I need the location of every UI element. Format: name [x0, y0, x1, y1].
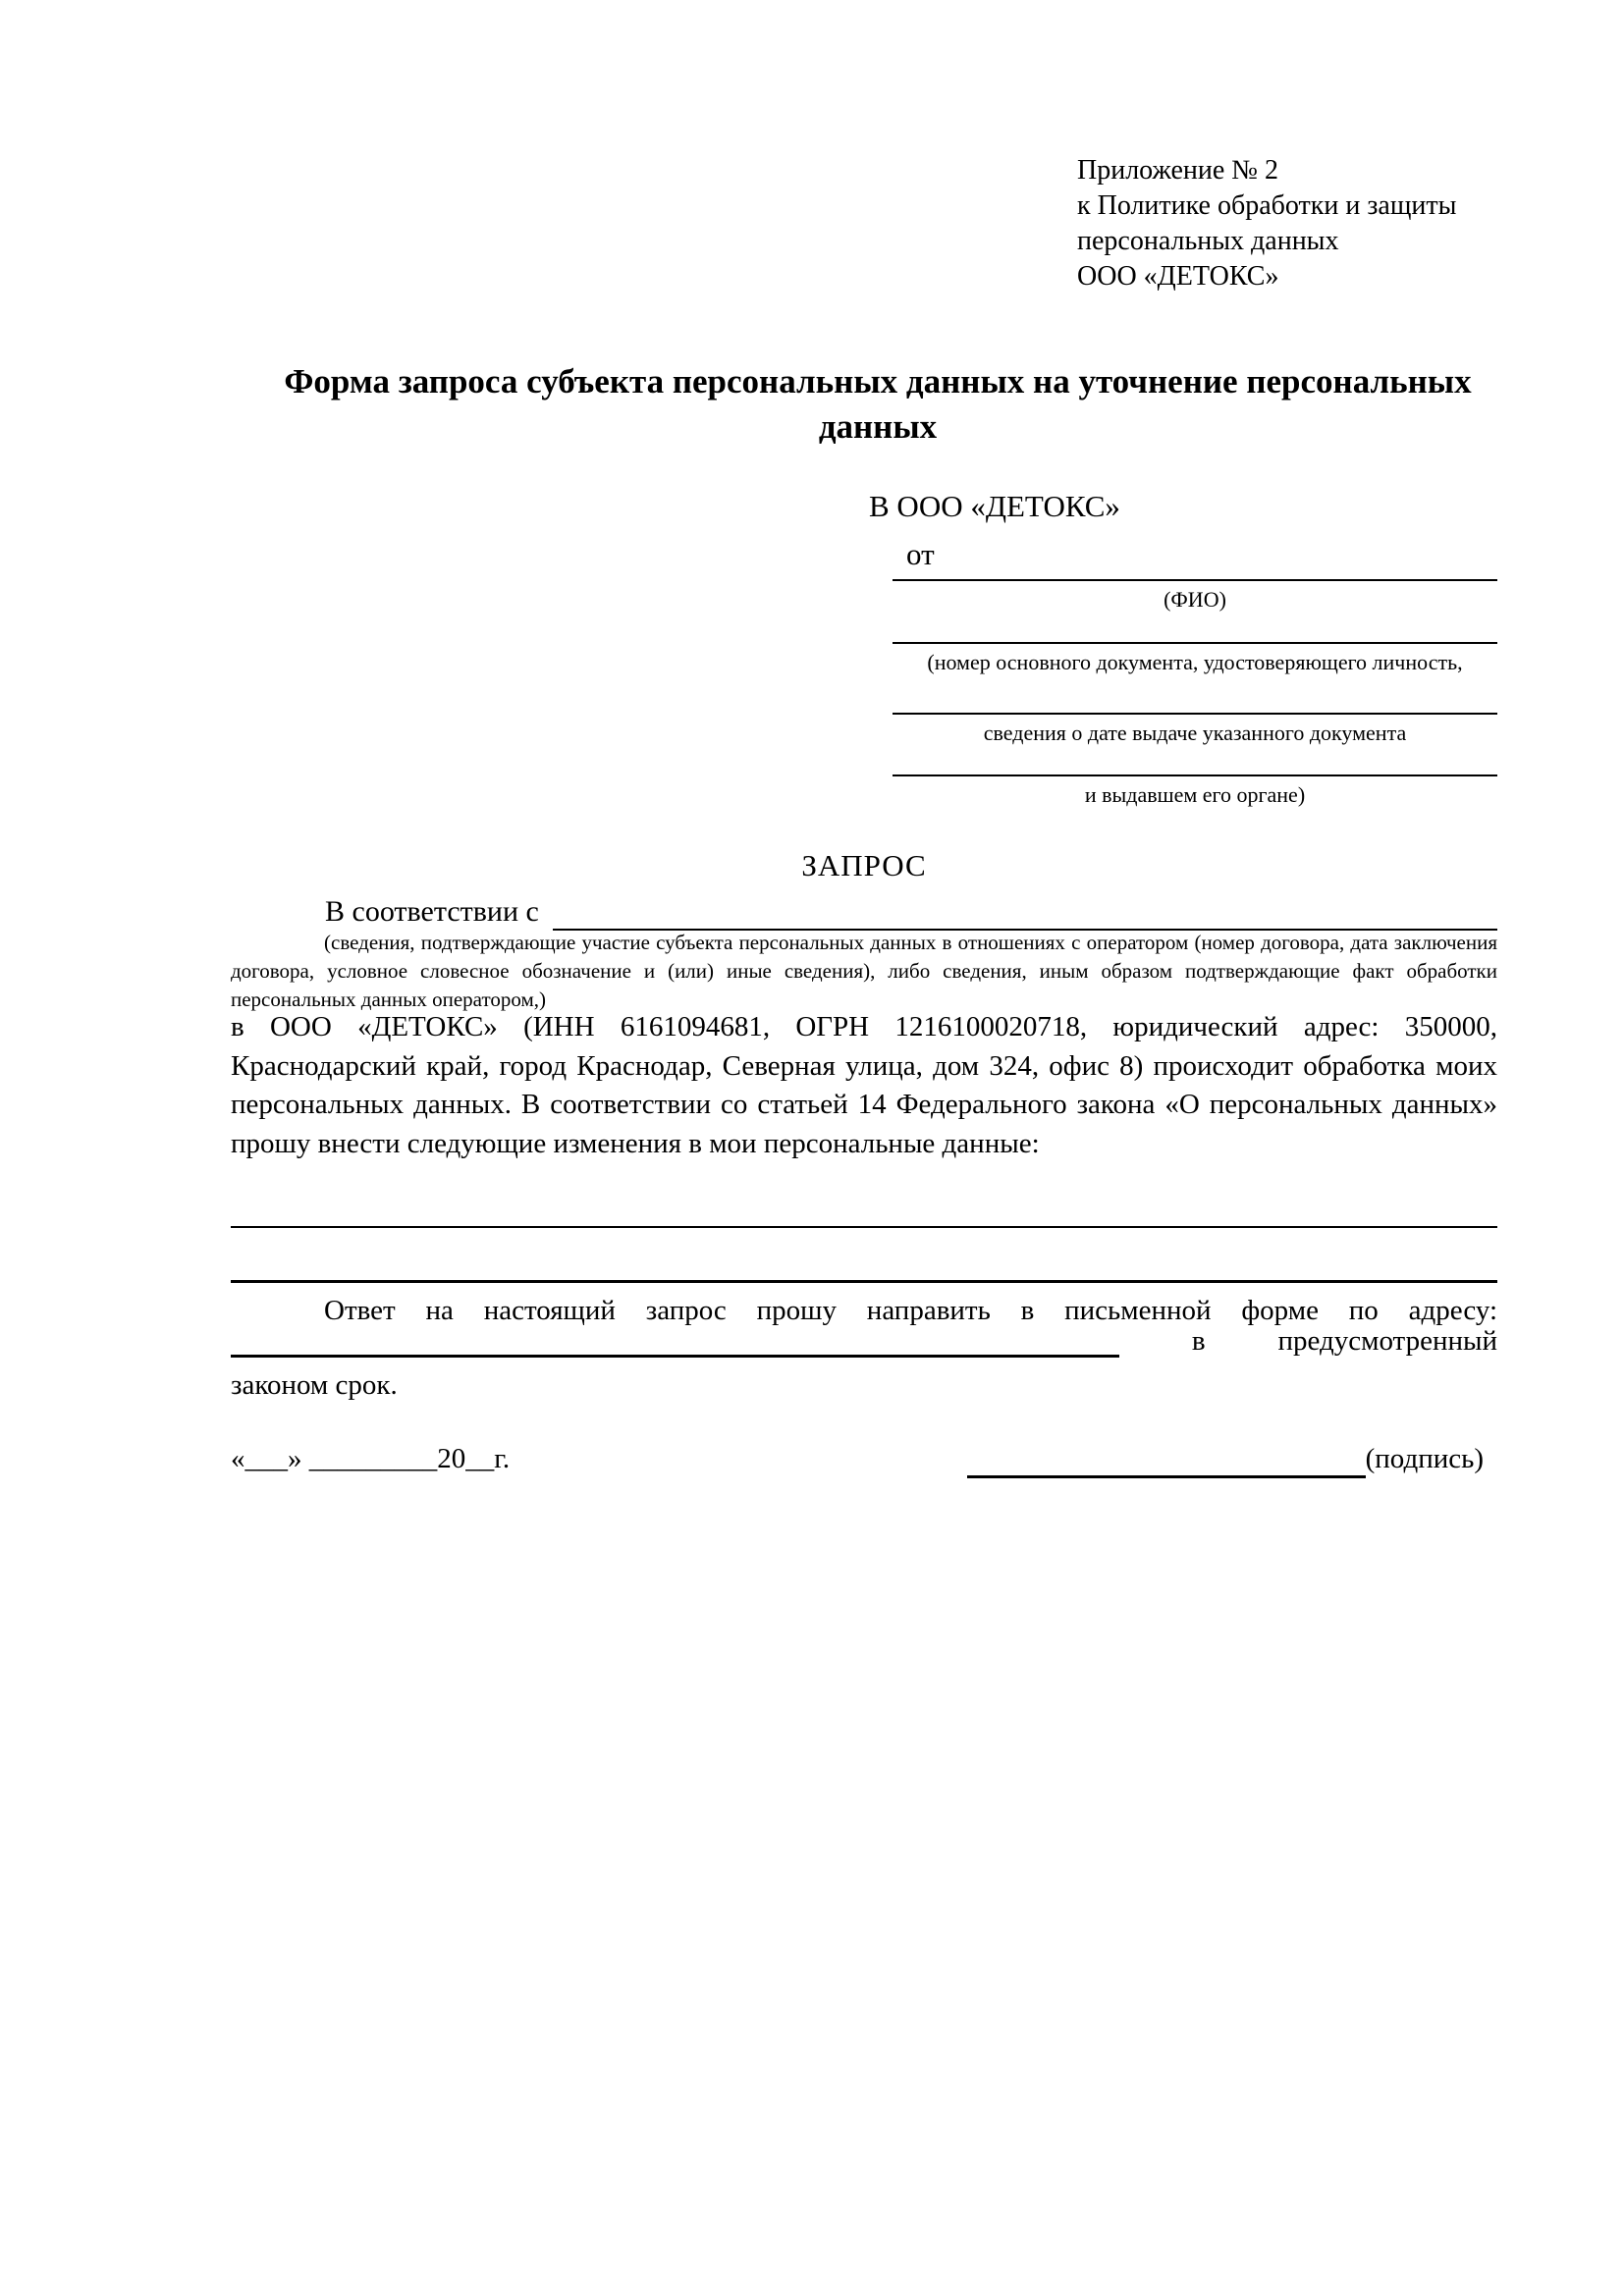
appendix-line: персональных данных: [1077, 226, 1339, 256]
appendix-line: ООО «ДЕТОКС»: [1077, 261, 1279, 292]
document-content: [231, 0, 1497, 2296]
signature-caption: (подпись): [1365, 1443, 1484, 1474]
appendix-line: к Политике обработки и защиты: [1077, 190, 1457, 221]
signature-row: [231, 1439, 1497, 1478]
reply-tail: законом срок.: [231, 1369, 398, 1401]
signature-write-line: [967, 1440, 1366, 1478]
reply-address-row: [231, 1324, 1497, 1358]
fio-caption: (ФИО): [1164, 587, 1226, 612]
address-write-line: [231, 1323, 1119, 1358]
document-title: Форма запроса субъекта персональных данных на уточнение персональных данных: [284, 362, 1472, 446]
date-write-line: «___» _________20__г.: [231, 1443, 511, 1474]
basis-footnote: (сведения, подтверждающие участие субъекта персональных данных в отношениях с оператором (номер договора, дата заключения договора, условное словесное обозначение и (или) иные сведения), либо сведения, иным образом подтверждающие факт обработки персональных данных оператором,): [231, 931, 1497, 1011]
changes-write-line-1: [231, 1226, 1497, 1228]
addressee-from-label: от: [906, 537, 935, 571]
issuing-authority-write-line: [893, 774, 1497, 776]
reply-sentence: Ответ на настоящий запрос прошу направить в письменной форме по адресу:: [324, 1295, 1497, 1326]
basis-write-line: [553, 895, 1497, 931]
request-heading: ЗАПРОС: [801, 848, 927, 882]
document-number-write-line: [893, 642, 1497, 644]
document-number-caption: (номер основного документа, удостоверяющего личность,: [927, 650, 1463, 674]
reply-word: в: [1191, 1325, 1206, 1357]
intro-row: [231, 893, 1497, 931]
fio-write-line: [893, 579, 1497, 581]
issuing-authority-caption: и выдавшем его органе): [1084, 782, 1306, 807]
reply-word: предусмотренный: [1277, 1325, 1497, 1357]
addressee-to: В ООО «ДЕТОКС»: [869, 489, 1120, 523]
changes-write-line-2: [231, 1280, 1497, 1283]
request-body: в ООО «ДЕТОКС» (ИНН 6161094681, ОГРН 1216100020718, юридический адрес: 350000, Краснодарский край, город Краснодар, Северная улица, дом 324, офис 8) происходит обработка моих персональных данных. В соответствии со статьей 14 Федерального закона «О персональных данных» прошу внести следующие изменения в мои персональные данные:: [231, 1011, 1497, 1159]
intro-prefix: В соответствии с: [325, 895, 539, 928]
signature-group: [967, 1439, 1497, 1478]
issue-date-caption: сведения о дате выдаче указанного документа: [983, 721, 1407, 745]
issue-date-write-line: [893, 713, 1497, 715]
appendix-block: [1077, 153, 1456, 294]
appendix-line: Приложение № 2: [1077, 155, 1278, 186]
